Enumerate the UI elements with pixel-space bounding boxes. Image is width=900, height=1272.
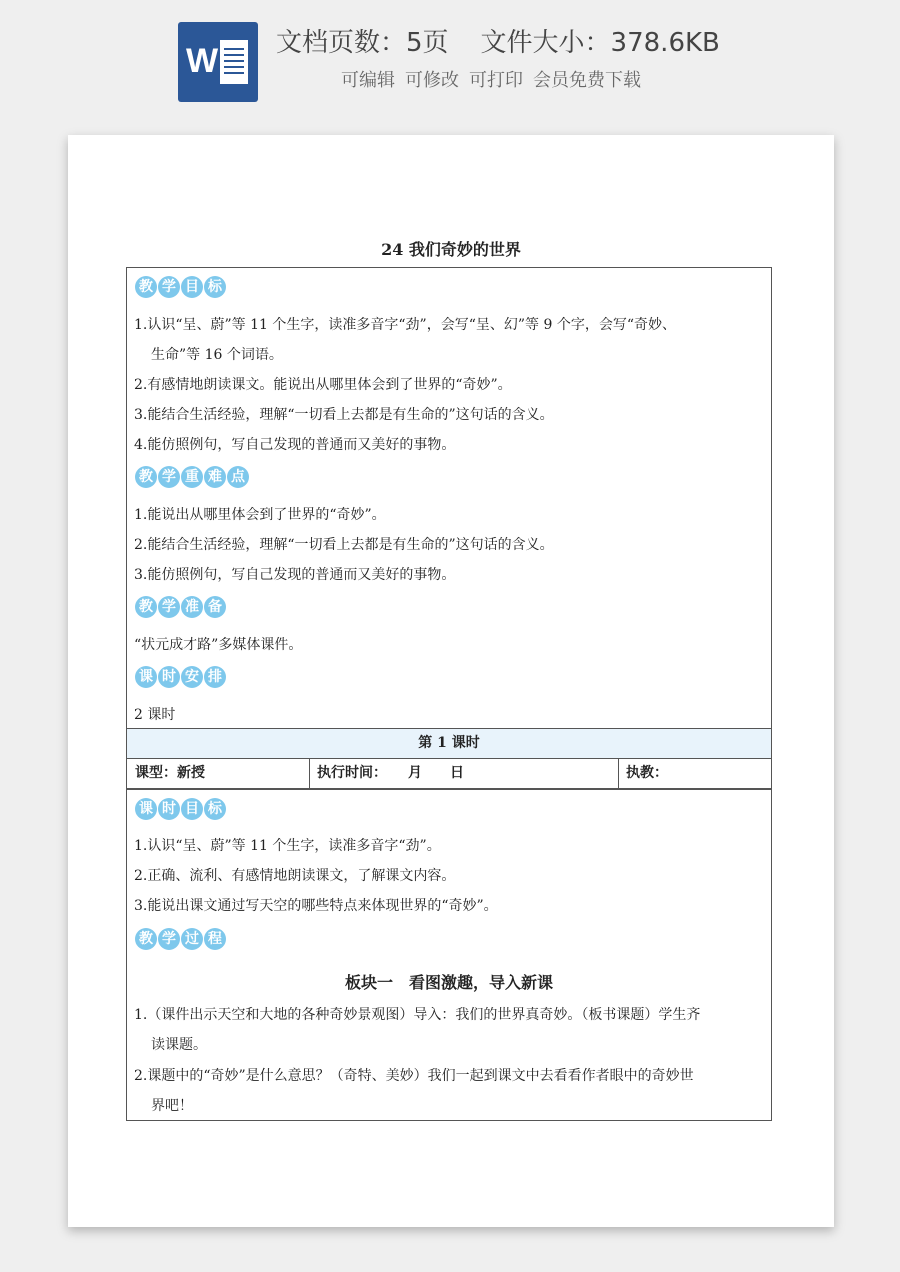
badge-teaching-goals: 教 学 目 标 <box>135 276 227 300</box>
key-point-line: 1.能说出从哪里体会到了世界的“奇妙”。 <box>134 507 386 523</box>
process-line: 2.课题中的“奇妙”是什么意思？（奇特、美妙）我们一起到课文中去看看作者眼中的奇妙世 <box>134 1068 694 1084</box>
feature-member-download: 会员免费下载 <box>533 70 641 91</box>
document-title: 24 我们奇妙的世界 <box>381 240 521 259</box>
word-document-icon <box>178 22 258 102</box>
lesson-detail-box <box>126 789 772 1121</box>
badge-lesson-goals: 课 时 目 标 <box>135 798 227 822</box>
file-info <box>276 22 720 59</box>
document-lines-icon <box>220 40 248 84</box>
key-point-line: 2.能结合生活经验，理解“一切看上去都是有生命的”这句话的含义。 <box>134 537 554 553</box>
lesson-period-band: 第 1 课时 <box>126 729 772 759</box>
schedule-line: 2 课时 <box>134 707 176 723</box>
goal-line: 3.能结合生活经验，理解“一切看上去都是有生命的”这句话的含义。 <box>134 407 554 423</box>
feature-modifiable: 可修改 <box>405 70 459 91</box>
preparation-line: “状元成才路”多媒体课件。 <box>134 637 303 653</box>
process-line: 1.（课件出示天空和大地的各种奇妙景观图）导入：我们的世界真奇妙。（板书课题）学生齐 <box>134 1007 701 1023</box>
lesson-goal-line: 3.能说出课文通过写天空的哪些特点来体现世界的“奇妙”。 <box>134 898 498 914</box>
feature-printable: 可打印 <box>469 70 523 91</box>
execution-time: 执行时间： 月 日 <box>317 765 464 781</box>
word-letter-icon: W <box>186 42 219 80</box>
goal-line: 生命”等 16 个词语。 <box>151 347 283 363</box>
goal-line: 4.能仿照例句，写自己发现的普通而又美好的事物。 <box>134 437 456 453</box>
lesson-meta-row <box>126 759 772 789</box>
badge-schedule: 课 时 安 排 <box>135 666 227 690</box>
badge-key-points: 教 学 重 难 点 <box>135 466 250 490</box>
block-one-title: 板块一 看图激趣，导入新课 <box>344 973 553 992</box>
file-size: 文件大小：378.6KB <box>480 28 720 58</box>
process-line: 读课题。 <box>151 1037 207 1053</box>
lesson-goal-line: 2.正确、流利、有感情地朗读课文，了解课文内容。 <box>134 868 456 884</box>
goal-line: 1.认识“呈、蔚”等 11 个生字，读准多音字“劲”，会写“呈、幻”等 9 个字，会写“奇妙、 <box>134 317 676 333</box>
feature-list <box>341 66 641 92</box>
key-point-line: 3.能仿照例句，写自己发现的普通而又美好的事物。 <box>134 567 456 583</box>
lesson-type: 课型：新授 <box>135 765 205 781</box>
process-line: 界吧！ <box>151 1098 193 1114</box>
document-page <box>68 135 834 1227</box>
page-count: 文档页数：5页 <box>276 28 449 58</box>
teacher: 执教： <box>626 765 668 781</box>
badge-preparation: 教 学 准 备 <box>135 596 227 620</box>
lesson-overview-box <box>126 267 772 729</box>
badge-teaching-process: 教 学 过 程 <box>135 928 227 952</box>
feature-editable: 可编辑 <box>341 70 395 91</box>
goal-line: 2.有感情地朗读课文。能说出从哪里体会到了世界的“奇妙”。 <box>134 377 512 393</box>
document-info-header <box>0 0 900 120</box>
lesson-goal-line: 1.认识“呈、蔚”等 11 个生字，读准多音字“劲”。 <box>134 838 441 854</box>
